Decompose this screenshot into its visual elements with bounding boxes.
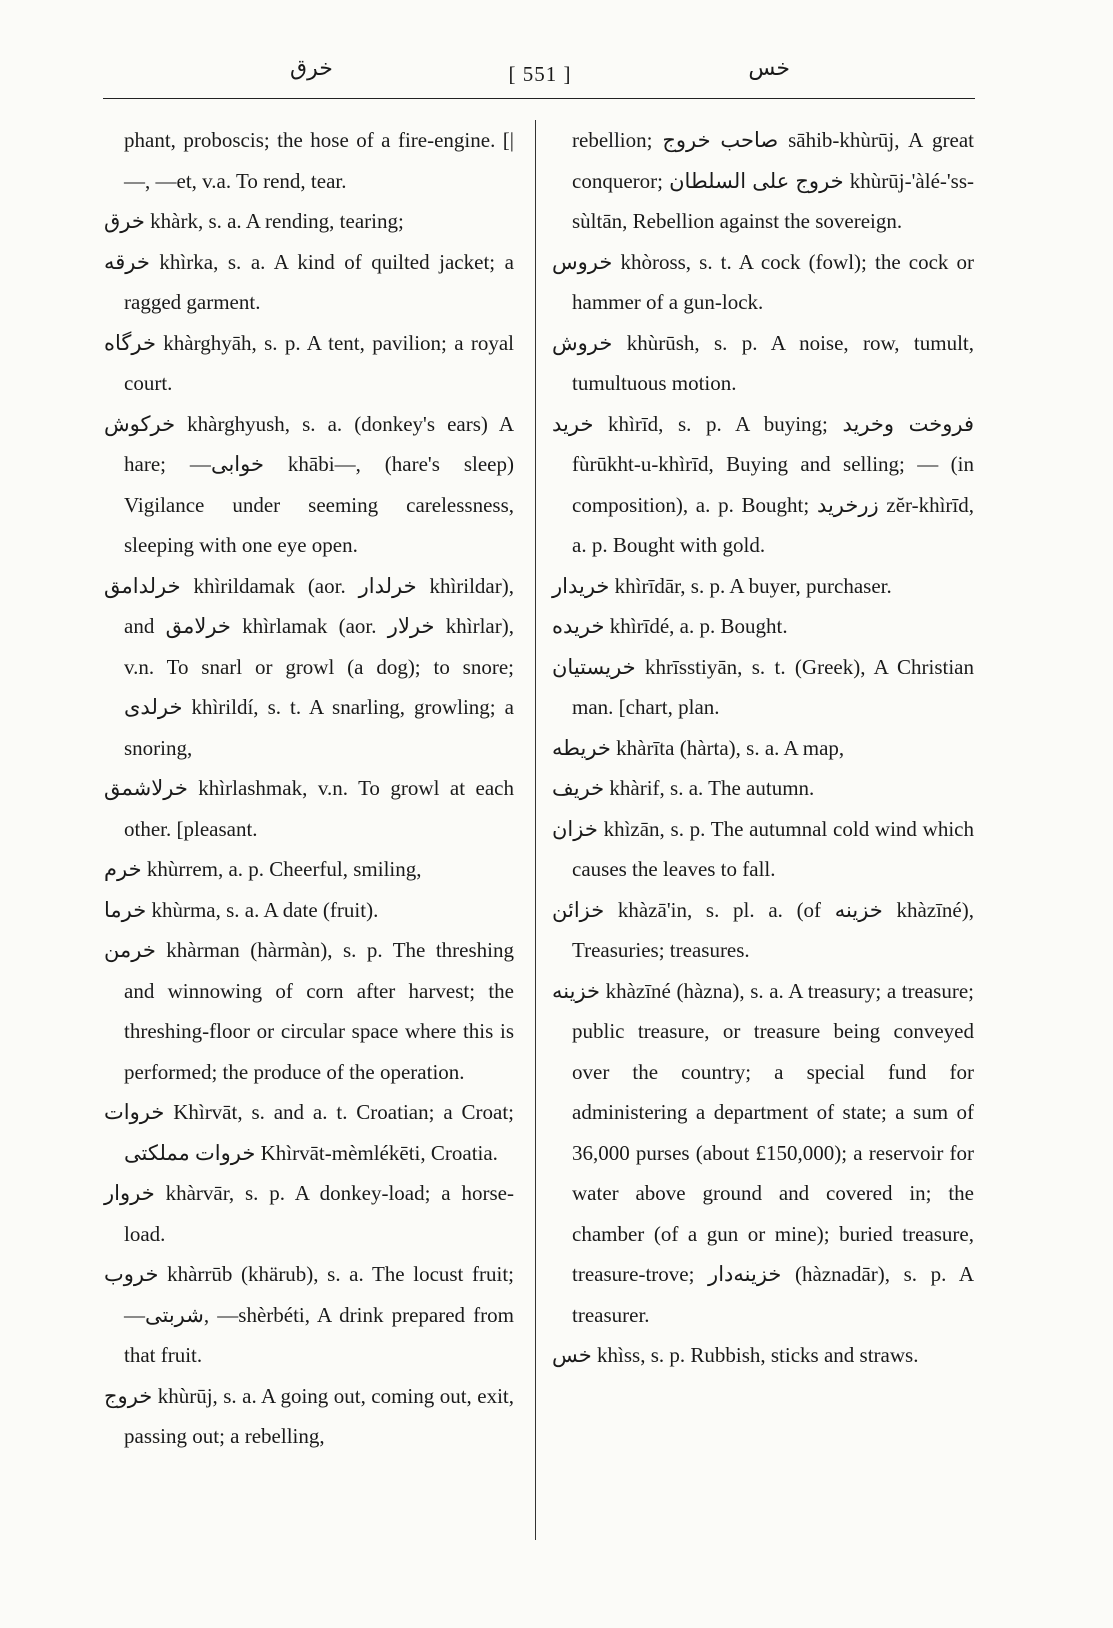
dictionary-entry: خزائن khàzā'in, s. pl. a. (of خزينه khàzīné), Treasuries; treasures. xyxy=(552,897,974,962)
dictionary-entry: خس khìss, s. p. Rubbish, sticks and straws. xyxy=(552,1343,919,1367)
dictionary-entry: خرمن khàrman (hàrmàn), s. p. The threshing and winnowing of corn after harvest; the threshing-floor or circular space where this is performed; the produce of the operation. xyxy=(104,938,514,1084)
left-column xyxy=(104,120,514,1457)
column-divider xyxy=(535,120,536,1540)
dictionary-entry: خروش khùrūsh, s. p. A noise, row, tumult, tumultuous motion. xyxy=(552,330,974,395)
dictionary-entry: خريده khìrīdé, a. p. Bought. xyxy=(552,614,788,638)
dictionary-entry: خرگاه khàrghyāh, s. p. A tent, pavilion; a royal court. xyxy=(104,330,514,395)
dictionary-entry: خريف khàrif, s. a. The autumn. xyxy=(552,776,815,800)
dictionary-entry: خروج khùrūj, s. a. A going out, coming out, exit, passing out; a rebelling, xyxy=(104,1383,514,1448)
dictionary-entry: خرلدامق khìrildamak (aor. خرلدار khìrildar), and خرلامق khìrlamak (aor. خرلار khìrlar), v.n. To snarl or growl (a dog); to snore; خرلدی khìrildí, s. t. A snarling, growling; a snoring, xyxy=(104,573,514,760)
dictionary-entry: خروب khàrrūb (khärub), s. a. The locust fruit; —شربتی, —shèrbéti, A drink prepared from that fruit. xyxy=(104,1262,514,1367)
dictionary-entry: خرما khùrma, s. a. A date (fruit). xyxy=(104,897,379,922)
dictionary-entry: خرکوش khàrghyush, s. a. (donkey's ears) A hare; —خوابی khābi—, (hare's sleep) Vigilance under seeming carelessness, sleeping with one eye open. xyxy=(104,411,514,557)
dictionary-entry: خريطه khàrīta (hàrta), s. a. A map, xyxy=(552,735,845,760)
page-header xyxy=(105,56,975,100)
page-number: [ 551 ] xyxy=(508,62,572,86)
dictionary-entry: خزان khìzān, s. p. The autumnal cold wind which causes the leaves to fall. xyxy=(552,816,974,881)
left-headword: خرق xyxy=(290,56,333,81)
dictionary-entry: خريستيان khrīsstiyān, s. t. (Greek), A Christian man. [chart, plan. xyxy=(552,654,974,719)
dictionary-entry: خروس khòross, s. t. A cock (fowl); the cock or hammer of a gun-lock. xyxy=(552,249,974,314)
header-rule xyxy=(103,98,975,99)
dictionary-entry: خرم khùrrem, a. p. Cheerful, smiling, xyxy=(104,857,422,881)
right-headword: خس xyxy=(748,56,790,81)
right-column xyxy=(552,120,974,1376)
dictionary-entry: rebellion; صاحب خروج sāhib-khùrūj, A great conqueror; خروج على السلطان khùrūj-'àlé-'ss-sùltān, Rebellion against the sovereign. xyxy=(572,128,975,233)
dictionary-entry: خرلاشمق khìrlashmak, v.n. To growl at each other. [pleasant. xyxy=(104,776,514,841)
dictionary-entry: خريد khìrīd, s. p. A buying; فروخت وخريد fùrūkht-u-khìrīd, Buying and selling; — (in composition), a. p. Bought; زرخريد zĕr-khìrīd, a. p. Bought with gold. xyxy=(552,411,974,557)
dictionary-entry: خرق khàrk, s. a. A rending, tearing; xyxy=(104,209,404,233)
dictionary-entry: خريدار khìrīdār, s. p. A buyer, purchaser. xyxy=(552,573,892,598)
dictionary-entry: خروار khàrvār, s. p. A donkey-load; a horse-load. xyxy=(104,1181,514,1246)
dictionary-entry: خرقه khìrka, s. a. A kind of quilted jacket; a ragged garment. xyxy=(104,249,514,314)
dictionary-entry: phant, proboscis; the hose of a fire-engine. [|—, —et, v.a. To rend, tear. xyxy=(124,128,514,193)
dictionary-entry: خزينه khàzīné (hàzna), s. a. A treasury; a treasure; public treasure, or treasure being conveyed over the country; a special fund for administering a department of state; a sum of 36,000 purses (about £150,000); a reservoir for water above ground and covered in; the chamber (of a gun or mine); buried treasure, treasure-trove; خزينه‌دار (hàznadār), s. p. A treasurer. xyxy=(552,978,974,1327)
dictionary-entry: خروات Khìrvāt, s. and a. t. Croatian; a Croat; خروات مملكتی Khìrvāt-mèmlékēti, Croatia. xyxy=(104,1100,514,1165)
